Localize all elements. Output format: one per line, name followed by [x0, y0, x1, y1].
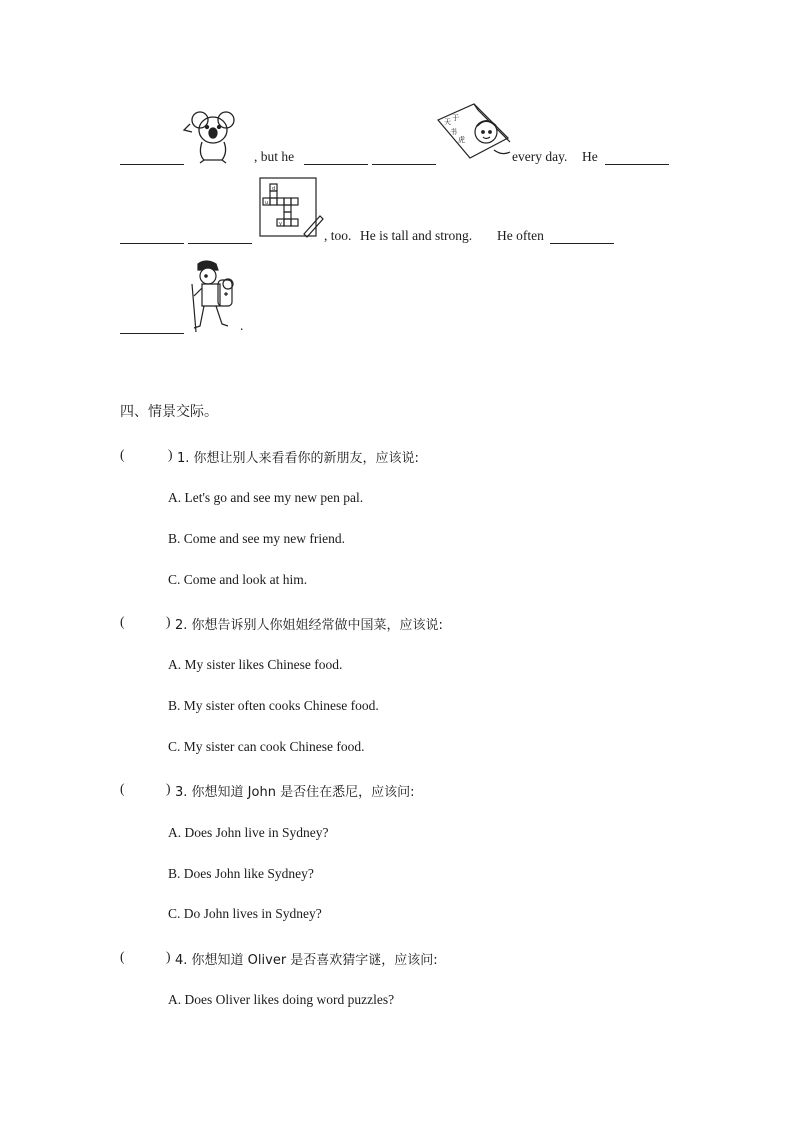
section-title: 四、情景交际。	[120, 404, 218, 420]
answer-paren-close: )	[166, 781, 171, 796]
story-text: .	[240, 318, 244, 333]
puzzle-letter: u	[265, 200, 269, 206]
answer-paren-close: )	[166, 614, 171, 629]
answer-blank[interactable]	[550, 229, 614, 244]
option-c: C. Come and look at him.	[168, 572, 308, 587]
answer-blank[interactable]	[120, 229, 184, 244]
answer-paren-open: (	[120, 949, 125, 964]
answer-paren-open: (	[120, 447, 125, 462]
option-b: B. Come and see my new friend.	[168, 531, 345, 546]
option-c: C. My sister can cook Chinese food.	[168, 739, 365, 754]
answer-blank[interactable]	[120, 150, 184, 165]
option-a: A. Does John live in Sydney?	[168, 825, 329, 840]
option-b: B. My sister often cooks Chinese food.	[168, 698, 379, 713]
story-text: He	[582, 149, 598, 164]
story-text: , too.	[324, 228, 352, 243]
answer-blank[interactable]	[120, 319, 184, 334]
hiker-picture	[186, 256, 242, 334]
book-char: 于	[452, 114, 459, 122]
option-b: B. Does John like Sydney?	[168, 866, 314, 881]
answer-paren-close: )	[166, 949, 171, 964]
reading-picture	[434, 98, 512, 164]
option-a: A. Does Oliver likes doing word puzzles?	[168, 992, 395, 1007]
story-text: He is tall and strong.	[360, 228, 473, 243]
answer-slot[interactable]	[128, 614, 166, 630]
koala-picture	[180, 108, 250, 164]
story-text: He often	[497, 228, 544, 243]
answer-paren-open: (	[120, 781, 125, 796]
option-a: A. My sister likes Chinese food.	[168, 657, 343, 672]
question-prompt: 3. 你想知道 John 是否住在悉尼，应该问:	[175, 785, 415, 800]
answer-slot[interactable]	[128, 781, 166, 797]
book-char: 天	[444, 118, 451, 126]
answer-paren-open: (	[120, 614, 125, 629]
option-c: C. Do John lives in Sydney?	[168, 906, 322, 921]
answer-blank[interactable]	[188, 229, 252, 244]
story-text: every day.	[512, 149, 568, 164]
answer-blank[interactable]	[372, 150, 436, 165]
question-prompt: 2. 你想告诉别人你姐姐经常做中国菜，应该说:	[175, 618, 443, 633]
option-a: A. Let's go and see my new pen pal.	[168, 490, 364, 505]
answer-slot[interactable]	[128, 447, 168, 463]
story-text: , but he	[254, 149, 295, 164]
answer-blank[interactable]	[304, 150, 368, 165]
puzzle-letter: d	[272, 186, 276, 192]
book-char: 虎	[458, 136, 465, 144]
puzzle-letter: y	[279, 221, 282, 227]
crossword-picture	[258, 176, 324, 242]
answer-slot[interactable]	[128, 949, 166, 965]
answer-paren-close: )	[168, 447, 173, 462]
answer-blank[interactable]	[605, 150, 669, 165]
question-prompt: 1. 你想让别人来看看你的新朋友，应该说:	[177, 451, 419, 466]
book-char: 书	[450, 128, 457, 136]
question-prompt: 4. 你想知道 Oliver 是否喜欢猜字谜，应该问:	[175, 953, 438, 968]
